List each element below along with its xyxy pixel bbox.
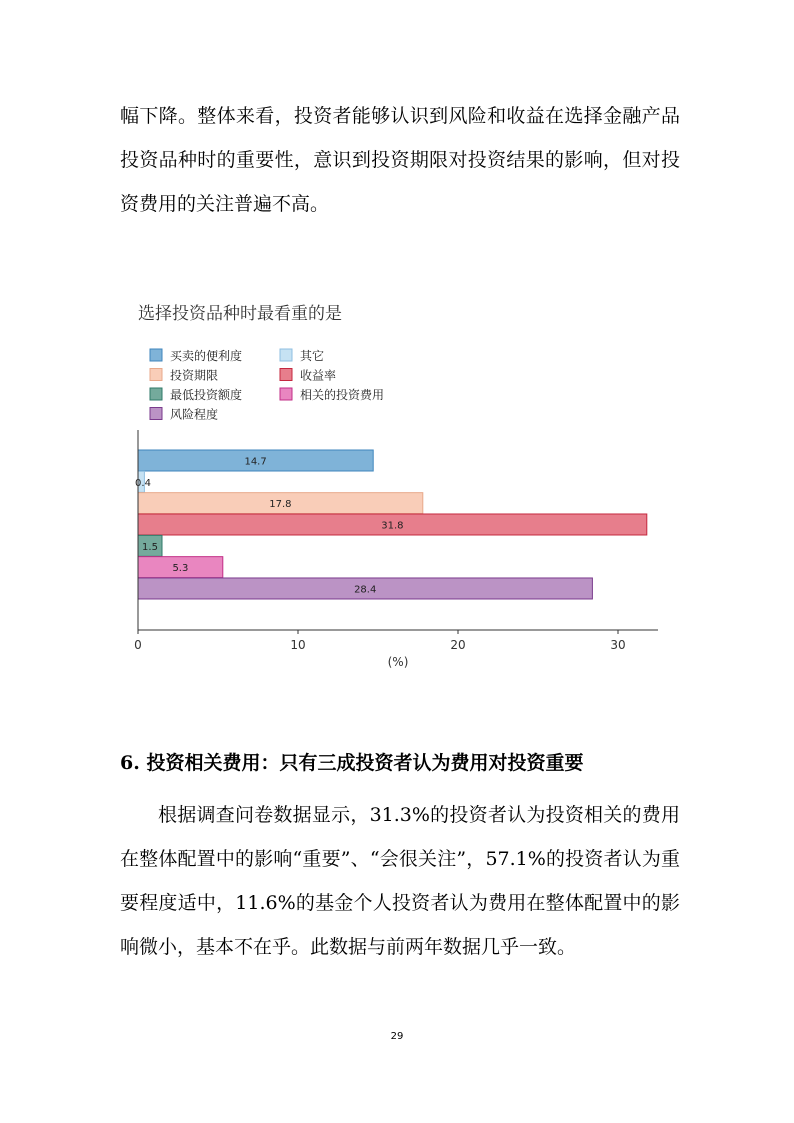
legend-label: 风险程度	[170, 407, 219, 422]
chart-legend	[150, 348, 384, 422]
bar-value-label: 1.5	[142, 541, 158, 553]
page-number: 29	[390, 1031, 404, 1042]
legend-swatch	[280, 369, 292, 381]
x-tick-label: 20	[450, 638, 466, 652]
legend-label: 相关的投资费用	[300, 388, 385, 402]
x-tick-label: 10	[290, 638, 306, 652]
legend-swatch	[150, 388, 162, 400]
legend-swatch	[150, 408, 162, 420]
bar-value-label: 31.8	[381, 520, 404, 532]
legend-swatch	[280, 388, 292, 400]
bar-value-label: 28.4	[354, 584, 377, 596]
section-heading: 6. 投资相关费用：只有三成投资者认为费用对投资重要	[120, 752, 584, 774]
x-axis-label: (%)	[387, 655, 409, 669]
legend-label: 收益率	[300, 368, 337, 383]
bar-value-label: 0.4	[135, 477, 151, 489]
legend-swatch	[150, 369, 162, 381]
x-tick-label: 30	[610, 638, 626, 652]
legend-label: 其它	[300, 349, 325, 363]
legend-label: 最低投资额度	[170, 388, 243, 402]
body-paragraph: 根据调查问卷数据显示，31.3%的投资者认为投资相关的费用在整体配置中的影响“重要”、“会很关注”，57.1%的投资者认为重要程度适中，11.6%的基金个人投资者认为费用在整体配置中的影响微小，基本不在乎。此数据与前两年数据几乎一致。	[120, 804, 680, 958]
chart-title: 选择投资品种时最看重的是	[138, 304, 342, 324]
x-tick-label: 0	[134, 638, 142, 652]
legend-swatch	[150, 349, 162, 361]
body-paragraph: 幅下降。整体来看，投资者能够认识到风险和收益在选择金融产品投资品种时的重要性，意识到投资期限对投资结果的影响，但对投资费用的关注普遍不高。	[120, 105, 680, 215]
bar-value-label: 17.8	[269, 499, 292, 511]
chart-bars	[135, 450, 647, 599]
legend-label: 投资期限	[170, 368, 219, 383]
bar-value-label: 5.3	[172, 563, 189, 575]
legend-swatch	[280, 349, 292, 361]
preference-bar-chart	[120, 290, 680, 690]
bar-value-label: 14.7	[244, 456, 267, 468]
legend-label: 买卖的便利度	[170, 349, 243, 363]
